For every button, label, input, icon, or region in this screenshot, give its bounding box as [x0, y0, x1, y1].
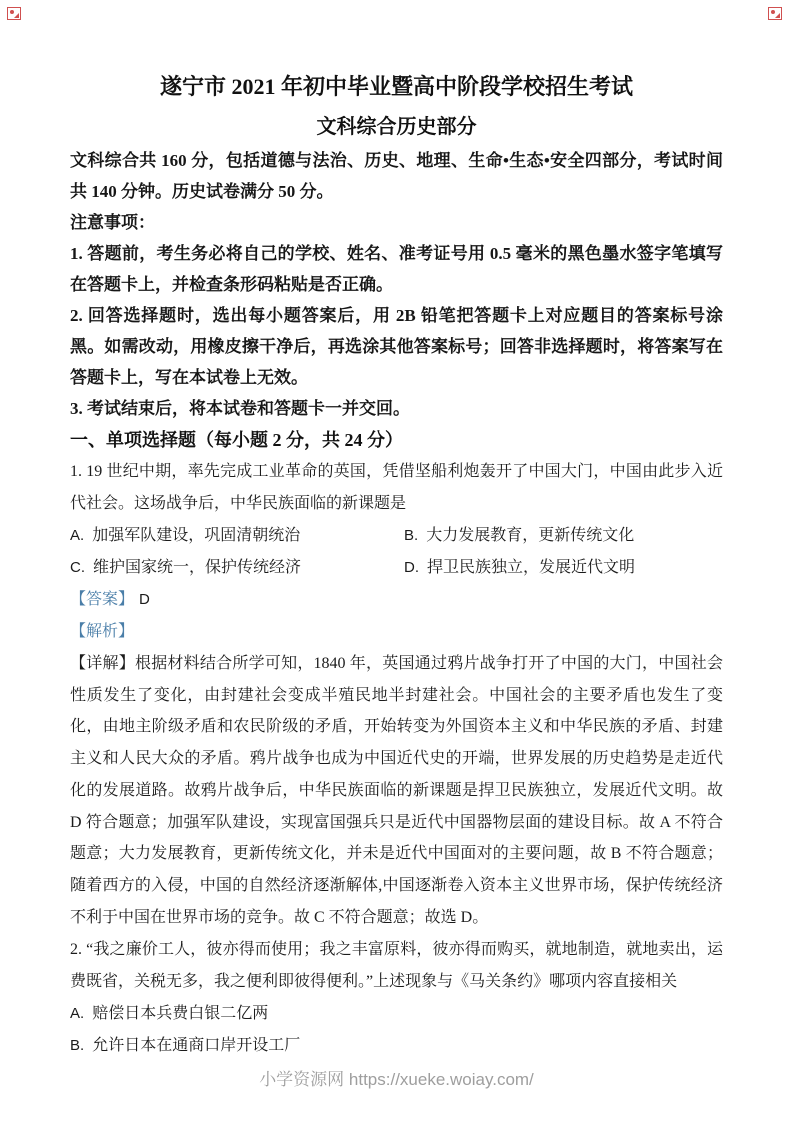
footer-watermark [0, 1068, 793, 1092]
broken-image-icon-right [768, 7, 782, 20]
question-2-stem: 2. “我之廉价工人，彼亦得而使用；我之丰富原料，彼亦得而购买，就地制造，就地卖出，运费既省，关税无多，我之便利即彼得便利。”上述现象与《马关条约》哪项内容直接相关 [70, 941, 723, 991]
question-1-block [70, 456, 723, 933]
option-a [70, 998, 723, 1030]
detail-text: 根据材料结合所学可知，1840 年，英国通过鸦片战争打开了中国的大门，中国社会性质发生了变化，由封建社会变成半殖民地半封建社会。中国社会的主要矛盾也发生了变化，由地主阶级矛盾和农民阶级的矛盾，开始转变为外国资本主义和中华民族的矛盾、封建主义和人民大众的矛盾。鸦片战争也成为中国近代史的开端，世界发展的历史趋势是走近代化的发展道路。故鸦片战争后，中华民族面临的新课题是捍卫民族独立，发展近代文明。故 D 符合题意；加强军队建设，实现富国强兵只是近代中国器物层面的建设目标。故 A 不符合题意；大力发展教育，更新传统文化，并未是近代中国面对的主要问题，故 B 不符合题意；随着西方的入侵，中国的自然经济逐渐解体,中国逐渐卷入资本主义世界市场，保护传统经济不利于中国在世界市场的竞争。故 C 不符合题意；故选 D。 [70, 655, 723, 926]
note-item-1: 1. 答题前，考生务必将自己的学校、姓名、准考证号用 0.5 毫米的黑色墨水签字笔填写在答题卡上，并检查条形码粘贴是否正确。 [70, 244, 723, 294]
option-b-text: 大力发展教育，更新传统文化 [426, 527, 635, 544]
option-d-text: 捍卫民族独立，发展近代文明 [427, 559, 636, 576]
option-b-label: B. [404, 527, 419, 544]
option-c-label: C. [70, 559, 85, 576]
option-d [404, 552, 723, 584]
exam-subtitle: 文科综合历史部分 [316, 116, 477, 138]
option-d-label: D. [404, 559, 419, 576]
detail-label: 【详解】 [70, 655, 135, 672]
option-a [70, 520, 404, 552]
option-c [70, 552, 404, 584]
detail-paragraph [70, 648, 723, 933]
option-a-label: A. [70, 527, 85, 544]
option-a-text: 赔偿日本兵费白银二亿两 [92, 1005, 269, 1023]
option-c-text: 维护国家统一，保护传统经济 [93, 559, 302, 576]
question-1-stem: 1. 19 世纪中期，率先完成工业革命的英国，凭借坚船利炮轰开了中国大门，中国由此步入近代社会。这场战争后，中华民族面临的新课题是 [70, 463, 723, 512]
footer-site-link[interactable]: 小学资源网 https://xueke.woiay.com/ [259, 1070, 534, 1089]
note-item-3: 3. 考试结束后，将本试卷和答题卡一并交回。 [70, 399, 410, 418]
option-b-text: 允许日本在通商口岸开设工厂 [92, 1037, 301, 1055]
intro-paragraph: 文科综合共 160 分，包括道德与法治、历史、地理、生命•生态•安全四部分，考试时间共 140 分钟。历史试卷满分 50 分。 [70, 151, 723, 201]
option-b [70, 1030, 723, 1062]
question-2-block [70, 934, 723, 1062]
exam-instructions [70, 145, 723, 424]
answer-label: 【答案】 [70, 591, 135, 608]
analysis-line [70, 618, 723, 646]
notes-heading: 注意事项： [70, 213, 155, 232]
option-a-label: A. [70, 1005, 85, 1023]
analysis-label: 【解析】 [70, 623, 135, 640]
exam-title: 遂宁市 2021 年初中毕业暨高中阶段学校招生考试 [159, 74, 633, 99]
note-item-2: 2. 回答选择题时，选出每小题答案后，用 2B 铅笔把答题卡上对应题目的答案标号涂黑。如需改动，用橡皮擦干净后，再选涂其他答案标号；回答非选择题时，将答案写在答题卡上，写在本试卷上无效。 [70, 306, 723, 387]
question-1-options [70, 520, 723, 584]
question-2-options [70, 998, 723, 1062]
option-a-text: 加强军队建设，巩固清朝统治 [92, 527, 301, 544]
broken-image-icon-left [7, 7, 21, 20]
answer-line [70, 586, 723, 614]
section-heading: 一、单项选择题（每小题 2 分，共 24 分） [70, 430, 403, 450]
option-b [404, 520, 723, 552]
option-b-label: B. [70, 1037, 85, 1055]
answer-value: D [139, 591, 150, 608]
